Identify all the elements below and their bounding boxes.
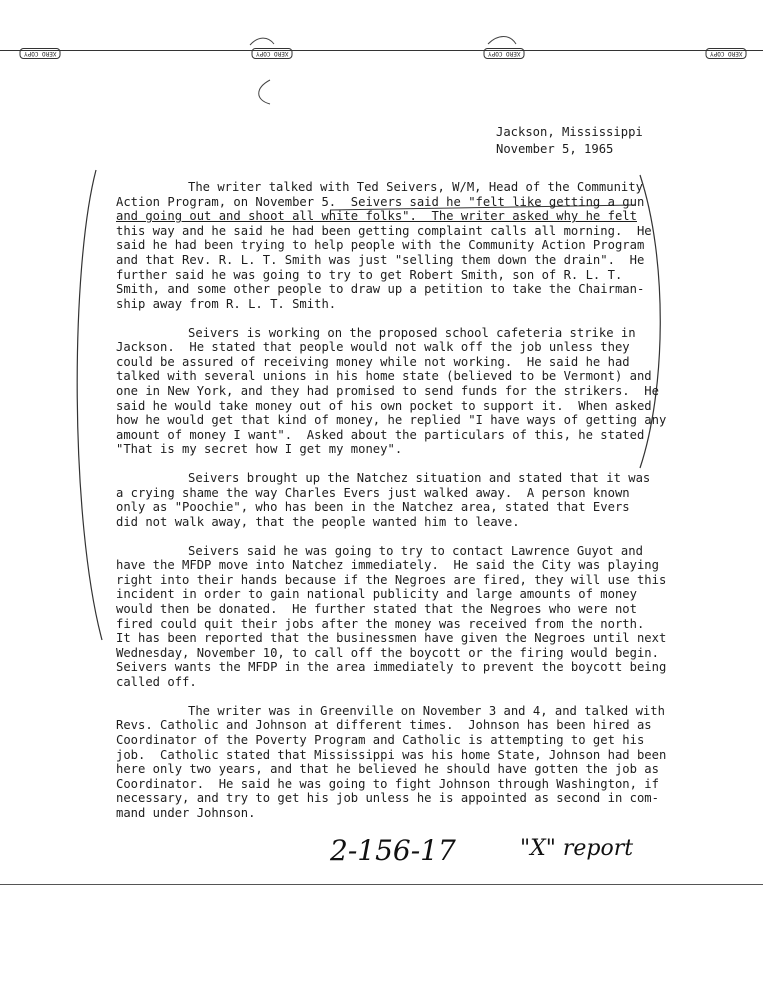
page-bottom-line	[0, 884, 763, 885]
text-line: Seivers said he was going to try to contact Lawrence Guyot and	[188, 543, 643, 558]
text-line: Seivers brought up the Natchez situation and stated that it was	[188, 471, 651, 486]
text-line: incident in order to gain national publicity and large amounts of money	[116, 587, 637, 602]
text-line: Coordinator. He said he was going to fight Johnson through Washington, if	[116, 776, 659, 791]
paragraph	[116, 543, 667, 690]
text-line: would then be donated. He further stated that the Negroes who were not	[116, 602, 637, 616]
text-line: one in New York, and they had promised to send funds for the strikers. He	[116, 383, 659, 398]
text-line: mand under Johnson.	[116, 805, 256, 820]
text-line: a crying shame the way Charles Evers just walked away. A person known	[116, 485, 630, 500]
text-line: job. Catholic stated that Mississippi was his home State, Johnson had been	[116, 747, 667, 762]
text-line: this way and he said he had been getting complaint calls all morning. He	[116, 223, 652, 238]
text-line: only as "Poochie", who has been in the Natchez area, stated that Evers	[116, 500, 630, 515]
dateline	[496, 124, 643, 158]
text-line: It has been reported that the businessmen have given the Negroes until next	[116, 631, 667, 646]
paragraph	[116, 471, 656, 529]
text-line: and that Rev. R. L. T. Smith was just "selling them down the drain". He	[116, 252, 645, 267]
xerox-stamp: XERO COPY	[252, 48, 293, 59]
text-line: right into their hands because if the Negroes are fired, they will use this	[116, 572, 667, 587]
xerox-stamp: XERO COPY	[706, 48, 747, 59]
text-line: said he had been trying to help people with the Community Action Program	[116, 238, 645, 253]
paragraph	[116, 325, 667, 457]
text-line: Revs. Catholic and Johnson at different times. Johnson has been hired as	[116, 718, 652, 733]
handwritten-file-number: 2-156-17	[330, 834, 456, 867]
date-text: November 5, 1965	[496, 142, 614, 156]
text-line: Coordinator of the Poverty Program and Catholic is attempting to get his	[116, 732, 645, 747]
text-line: how he would get that kind of money, he replied "I have ways of getting any	[116, 413, 667, 428]
text-line: Seivers wants the MFDP in the area immediately to prevent the boycott being	[116, 660, 667, 675]
paragraph	[116, 180, 656, 311]
xerox-stamp: XERO COPY	[484, 48, 525, 59]
text-line: did not walk away, that the people wanted him to leave.	[116, 514, 520, 529]
text-line: amount of money I want". Asked about the particulars of this, he stated	[116, 427, 645, 442]
text-line: Smith, and some other people to draw up a petition to take the Chairman-	[116, 282, 645, 297]
text-line: Seivers is working on the proposed school cafeteria strike in	[188, 325, 636, 340]
text-line: The writer was in Greenville on November 3 and 4, and talked with	[188, 703, 665, 718]
text-line: ship away from R. L. T. Smith.	[116, 296, 337, 311]
memo-body	[116, 180, 667, 835]
text-line: "That is my secret how I get my money".	[116, 442, 403, 457]
text-line: said he would take money out of his own pocket to support it. When asked	[116, 398, 652, 413]
text-line: have the MFDP move into Natchez immediately. He said the City was playing	[116, 558, 659, 573]
paragraph	[116, 703, 667, 821]
text-line: further said he was going to try to get Robert Smith, son of R. L. T.	[116, 267, 623, 282]
text-line: Wednesday, November 10, to call off the boycott or the firing would begin.	[116, 645, 659, 660]
text-line: and going out and shoot all white folks". The writer asked why he felt	[116, 209, 637, 224]
text-line: talked with several unions in his home state (believed to be Vermont) and	[116, 369, 652, 384]
location-text: Jackson, Mississippi	[496, 125, 643, 139]
xerox-stamp: XERO COPY	[20, 48, 61, 59]
handwritten-note: "X" report	[520, 836, 634, 861]
text-line: Action Program, on November 5. Seivers said he "felt like getting a gun	[116, 194, 645, 209]
text-line: could be assured of receiving money while not working. He said he had	[116, 354, 630, 369]
text-line: fired could quit their jobs after the money was received from the north.	[116, 616, 645, 631]
text-line: Jackson. He stated that people would not walk off the job unless they	[116, 340, 630, 355]
text-line: here only two years, and that he believed he should have gotten the job as	[116, 762, 659, 777]
text-line: The writer talked with Ted Seivers, W/M, Head of the Community	[188, 180, 643, 194]
text-line: necessary, and try to get his job unless he is appointed as second in com-	[116, 791, 659, 806]
text-line: called off.	[116, 674, 197, 689]
